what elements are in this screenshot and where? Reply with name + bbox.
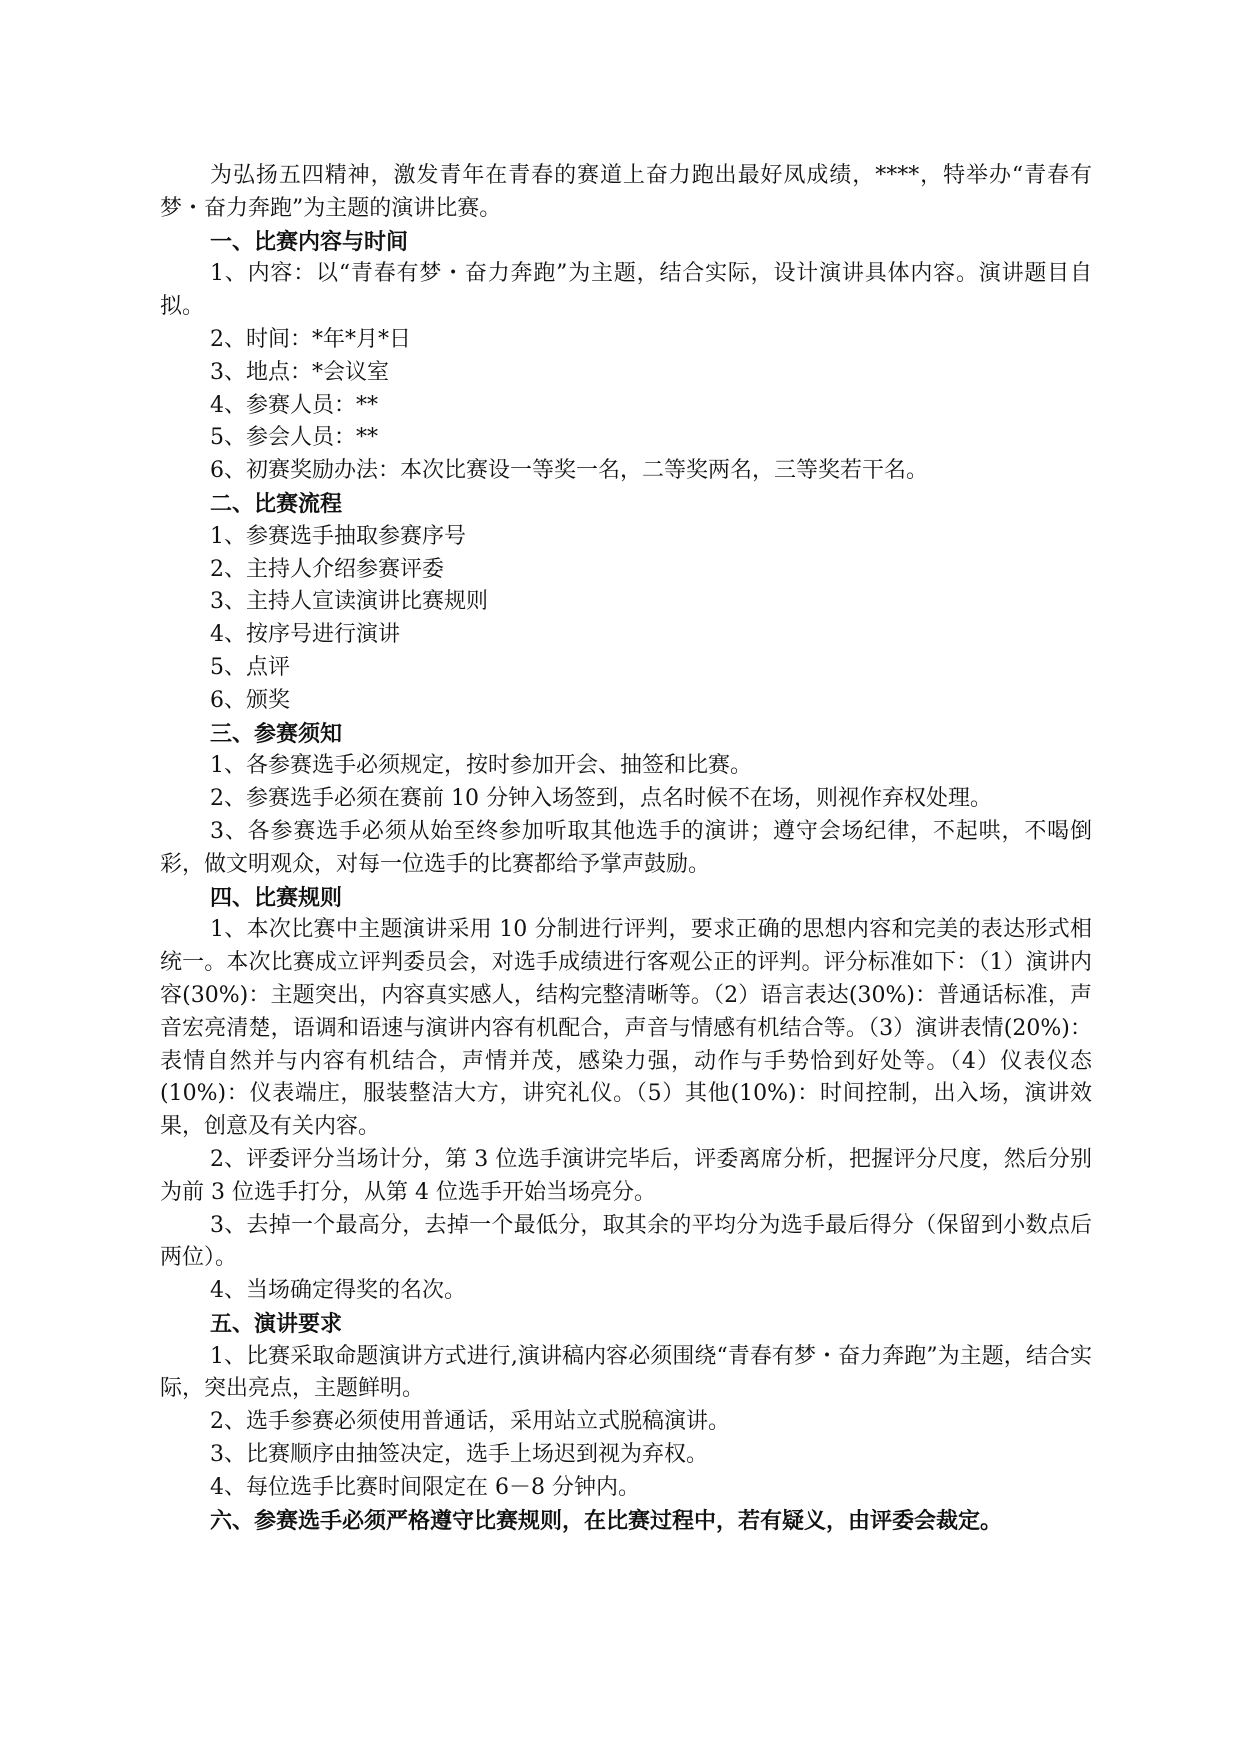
list-item: 3、主持人宣读演讲比赛规则: [210, 589, 488, 615]
list-item: 4、参赛人员：**: [210, 392, 378, 418]
list-item: 3、各参赛选手必须从始至终参加听取其他选手的演讲；遵守会场纪律，不起哄，不喝倒彩，做文明观众，对每一位选手的比赛都给予掌声鼓励。: [160, 818, 1092, 877]
list-item: 2、时间：*年*月*日: [210, 326, 411, 352]
intro-paragraph: 为弘扬五四精神，激发青年在青春的赛道上奋力跑出最好凤成绩，****，特举办“青春有梦・奋力奔跑”为主题的演讲比赛。: [160, 163, 1092, 221]
section-heading-notice: 三、参赛须知: [210, 720, 343, 747]
final-note: 六、参赛选手必须严格遵守比赛规则，在比赛过程中，若有疑义，由评委会裁定。: [210, 1507, 1003, 1534]
list-item: 1、参赛选手抽取参赛序号: [210, 523, 466, 549]
section-heading-content-time: 一、比赛内容与时间: [210, 228, 409, 255]
list-item: 4、每位选手比赛时间限定在 6－8 分钟内。: [210, 1474, 640, 1500]
list-item: 5、点评: [210, 654, 290, 680]
section-heading-rules: 四、比赛规则: [210, 884, 343, 911]
list-item: 2、参赛选手必须在赛前 10 分钟入场签到，点名时候不在场，则视作弃权处理。: [210, 786, 992, 812]
list-item: 1、比赛采取命题演讲方式进行,演讲稿内容必须围绕“青春有梦・奋力奔跑”为主题，结合实际，突出亮点，主题鲜明。: [160, 1343, 1092, 1402]
section-heading-process: 二、比赛流程: [210, 490, 343, 517]
list-item: 1、本次比赛中主题演讲采用 10 分制进行评判，要求正确的思想内容和完美的表达形式相统一。本次比赛成立评判委员会，对选手成绩进行客观公正的评判。评分标准如下：（1）演讲内容(30%)：主题突出，内容真实感人，结构完整清晰等。（2）语言表达(30%)：普通话标准，声音宏亮清楚，语调和语速与演讲内容有机配合，声音与情感有机结合等。（3）演讲表情(20%)：表情自然并与内容有机结合，声情并茂，感染力强，动作与手势恰到好处等。（4）仪表仪态(10%)：仪表端庄，服装整洁大方，讲究礼仪。（5）其他(10%)：时间控制，出入场，演讲效果，创意及有关内容。: [160, 917, 1092, 1140]
section-heading-requirements: 五、演讲要求: [210, 1310, 343, 1337]
list-item: 1、内容：以“青春有梦・奋力奔跑”为主题，结合实际，设计演讲具体内容。演讲题目自拟。: [160, 261, 1092, 320]
list-item: 5、参会人员：**: [210, 425, 378, 451]
list-item: 2、主持人介绍参赛评委: [210, 556, 444, 582]
list-item: 2、选手参赛必须使用普通话，采用站立式脱稿演讲。: [210, 1409, 730, 1435]
list-item: 4、按序号进行演讲: [210, 622, 400, 648]
list-item: 2、评委评分当场计分，第 3 位选手演讲完毕后，评委离席分析，把握评分尺度，然后分别为前 3 位选手打分，从第 4 位选手开始当场亮分。: [160, 1146, 1092, 1205]
document-body: [160, 160, 1092, 1537]
list-item: 3、比赛顺序由抽签决定，选手上场迟到视为弃权。: [210, 1442, 708, 1468]
list-item: 6、初赛奖励办法：本次比赛设一等奖一名，二等奖两名，三等奖若干名。: [210, 458, 928, 484]
list-item: 6、颁奖: [210, 687, 290, 713]
list-item: 3、去掉一个最高分，去掉一个最低分，取其余的平均分为选手最后得分（保留到小数点后两位）。: [160, 1212, 1092, 1271]
list-item: 4、当场确定得奖的名次。: [210, 1278, 466, 1304]
list-item: 1、各参赛选手必须规定，按时参加开会、抽签和比赛。: [210, 753, 752, 779]
list-item: 3、地点：*会议室: [210, 359, 389, 385]
